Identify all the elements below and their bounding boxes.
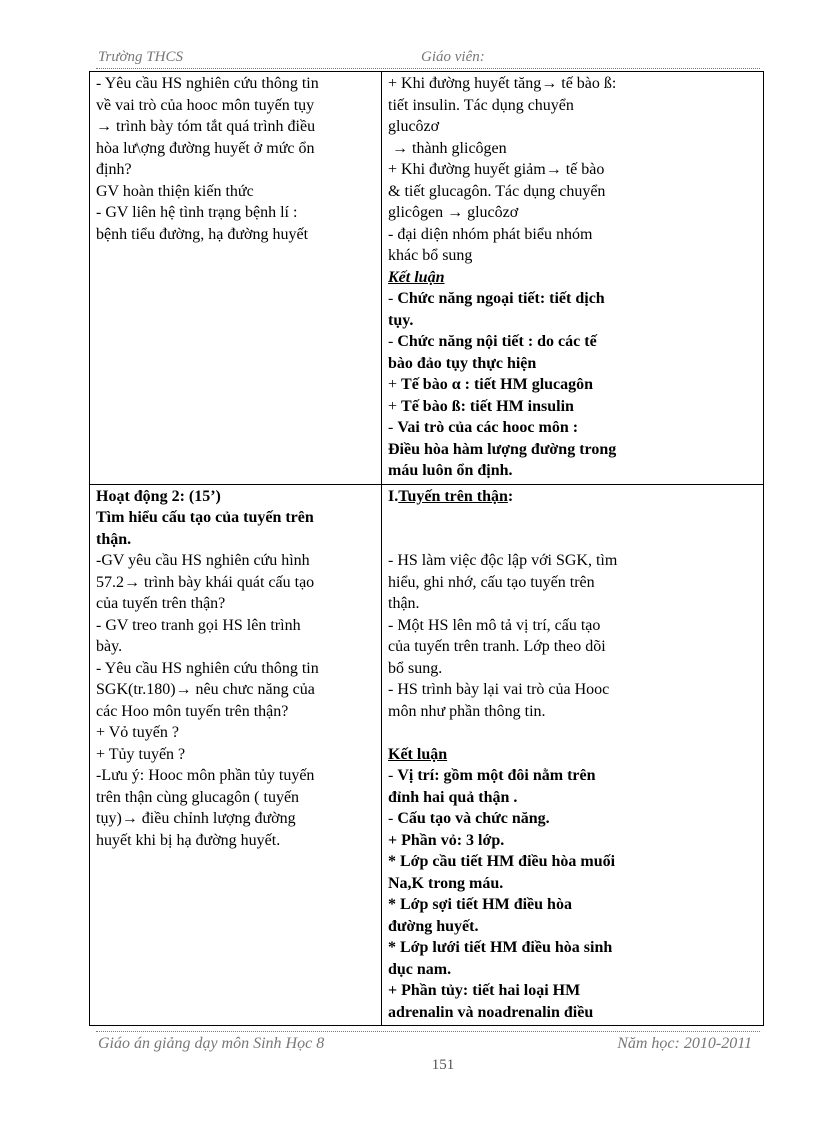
line-text: Tế bào ß: tiết HM insulin bbox=[401, 397, 574, 415]
text-line: hiểu, ghi nhớ, cấu tạo tuyến trên bbox=[388, 573, 595, 591]
text-line: + Vỏ tuyến ? bbox=[96, 724, 179, 741]
line-prefix: - bbox=[388, 419, 398, 436]
page-footer bbox=[96, 1035, 756, 1057]
text-line: 57.2→ trình bày khái quát cấu tạo bbox=[96, 573, 315, 591]
text-line: SGK(tr.180)→ nêu chưc năng của bbox=[96, 681, 315, 698]
line-prefix: - bbox=[388, 810, 398, 827]
conclusion-line bbox=[388, 288, 757, 310]
conclusion-line bbox=[388, 310, 757, 332]
line-text: * Lớp cầu tiết HM điều hòa muối bbox=[388, 853, 616, 870]
blank-line bbox=[388, 529, 757, 551]
blank-line bbox=[388, 722, 757, 744]
conclusion-line bbox=[388, 417, 757, 439]
activity-heading: Hoạt động 2: (15’) bbox=[96, 487, 221, 505]
section-number: I. bbox=[388, 487, 399, 505]
conclusion-line bbox=[388, 396, 757, 418]
text-line: - GV liên hệ tình trạng bệnh lí : bbox=[96, 204, 298, 221]
line-text: máu luôn ổn định. bbox=[388, 462, 513, 479]
line-text: * Lớp lưới tiết HM điều hòa sinh bbox=[388, 939, 613, 956]
text-line: glicôgen → glucôzơ bbox=[388, 204, 519, 221]
line-text: * Lớp sợi tiết HM điều hòa bbox=[388, 896, 572, 913]
text-line: -GV yêu cầu HS nghiên cứu hình bbox=[96, 552, 310, 569]
line-prefix: - bbox=[388, 333, 398, 350]
text-line: định? bbox=[96, 161, 132, 178]
page-number: 151 bbox=[431, 1057, 455, 1073]
conclusion-line bbox=[388, 374, 757, 396]
conclusion-line bbox=[388, 894, 757, 916]
text-line: & tiết glucagôn. Tác dụng chuyển bbox=[388, 182, 606, 200]
line-text: Na,K trong máu. bbox=[388, 874, 504, 892]
conclusion-line bbox=[388, 959, 757, 981]
conclusion-line bbox=[388, 1002, 757, 1024]
conclusion-line bbox=[388, 808, 757, 830]
activity-heading: thận. bbox=[96, 530, 132, 548]
line-prefix: - bbox=[388, 290, 398, 307]
line-text: đỉnh hai quả thận . bbox=[388, 788, 518, 806]
conclusion-line bbox=[388, 980, 757, 1002]
text-line: các Hoo môn tuyến trên thận? bbox=[96, 702, 289, 720]
section-title: Tuyến trên thận bbox=[398, 487, 508, 505]
conclusion-line bbox=[388, 787, 757, 809]
text-line: -Lưu ý: Hooc môn phần tủy tuyến bbox=[96, 767, 315, 784]
text-line: trên thận cùng glucagôn ( tuyến bbox=[96, 788, 300, 806]
conclusion-line bbox=[388, 937, 757, 959]
conclusion-line bbox=[388, 439, 757, 461]
text-line: của tuyến trên tranh. Lớp theo dõi bbox=[388, 638, 606, 655]
section-heading bbox=[388, 486, 757, 508]
text-line: - Một HS lên mô tả vị trí, cấu tạo bbox=[388, 616, 601, 634]
text-line: + Khi đường huyết tăng→ tế bào ß: bbox=[388, 75, 617, 92]
text-line: - HS làm việc độc lập với SGK, tìm bbox=[388, 552, 618, 569]
header-teacher: Giáo viên: bbox=[421, 49, 485, 65]
text-line: glucôzơ bbox=[388, 118, 440, 135]
text-line: GV hoàn thiện kiến thức bbox=[96, 182, 254, 200]
conclusion-line bbox=[388, 916, 757, 938]
line-text: bào đảo tụy thực hiện bbox=[388, 354, 537, 372]
text-line: khác bổ sung bbox=[388, 247, 473, 264]
text-line: + Tủy tuyến ? bbox=[96, 745, 186, 763]
footer-course: Giáo án giảng dạy môn Sinh Học 8 bbox=[98, 1035, 325, 1052]
line-text: Chức năng nội tiết : do các tế bbox=[397, 333, 597, 350]
text-line: tiết insulin. Tác dụng chuyển bbox=[388, 96, 574, 114]
line-text: + Phần vỏ: 3 lớp. bbox=[388, 831, 505, 849]
line-text: Tế bào α : tiết HM glucagôn bbox=[401, 376, 594, 393]
line-prefix: + bbox=[388, 376, 402, 393]
text-line: - HS trình bày lại vai trò của Hooc bbox=[388, 681, 610, 698]
teacher-activity-cell bbox=[90, 484, 382, 1026]
footer-divider bbox=[96, 1031, 760, 1032]
conclusion-heading: Kết luận bbox=[388, 745, 448, 763]
line-prefix: + bbox=[388, 397, 402, 415]
text-line: → trình bày tóm tắt quá trình điều bbox=[96, 118, 316, 135]
conclusion-line bbox=[388, 460, 757, 482]
page-header bbox=[96, 49, 760, 69]
activity-heading: Tìm hiểu cấu tạo của tuyến trên bbox=[96, 509, 314, 526]
header-divider bbox=[96, 68, 760, 69]
line-text: Vai trò của các hooc môn : bbox=[397, 419, 579, 436]
text-line: về vai trò của hooc môn tuyến tụy bbox=[96, 96, 315, 114]
conclusion-line bbox=[388, 765, 757, 787]
text-line: môn như phần thông tin. bbox=[388, 702, 546, 720]
conclusion-line bbox=[388, 851, 757, 873]
text-line: bổ sung. bbox=[388, 659, 443, 677]
text-line: - Yêu cầu HS nghiên cứu thông tin bbox=[96, 75, 319, 92]
text-line: tụy)→ điều chỉnh lượng đường bbox=[96, 810, 296, 827]
header-school: Trường THCS bbox=[98, 49, 183, 65]
text-line: - GV treo tranh gọi HS lên trình bbox=[96, 616, 301, 634]
text-line: bệnh tiểu đường, hạ đường huyết bbox=[96, 225, 309, 243]
conclusion-line bbox=[388, 331, 757, 353]
student-activity-cell bbox=[382, 484, 764, 1026]
blank-line bbox=[388, 507, 757, 529]
line-text: + Phần tủy: tiết hai loại HM bbox=[388, 982, 581, 999]
table-row bbox=[90, 484, 764, 1026]
line-text: tụy. bbox=[388, 311, 414, 329]
table-row bbox=[90, 72, 764, 485]
text-line: → thành glicôgen bbox=[388, 139, 507, 157]
text-line: huyết khi bị hạ đường huyết. bbox=[96, 831, 281, 849]
line-text: adrenalin và noadrenalin điều bbox=[388, 1003, 594, 1021]
line-text: Vị trí: gồm một đôi nằm trên bbox=[397, 767, 596, 784]
conclusion-line bbox=[388, 873, 757, 895]
text-line: thận. bbox=[388, 595, 420, 612]
conclusion-heading: Kết luận bbox=[388, 268, 445, 286]
section-colon: : bbox=[507, 487, 514, 505]
line-text: Điều hòa hàm lượng đường trong bbox=[388, 440, 617, 458]
teacher-activity-cell bbox=[90, 72, 382, 485]
text-line: - đại diện nhóm phát biểu nhóm bbox=[388, 225, 593, 243]
footer-school-year: Năm học: 2010-2011 bbox=[617, 1035, 752, 1052]
line-text: Chức năng ngoại tiết: tiết dịch bbox=[397, 290, 605, 307]
text-line: của tuyến trên thận? bbox=[96, 595, 226, 612]
text-line: - Yêu cầu HS nghiên cứu thông tin bbox=[96, 659, 319, 677]
student-activity-cell bbox=[382, 72, 764, 485]
conclusion-line bbox=[388, 353, 757, 375]
text-line: bày. bbox=[96, 638, 123, 655]
line-text: Cấu tạo và chức năng. bbox=[397, 810, 550, 827]
text-line: hòa lư\ợng đường huyết ở mức ổn bbox=[96, 139, 315, 157]
line-text: dục nam. bbox=[388, 960, 452, 978]
line-prefix: - bbox=[388, 767, 398, 784]
line-text: đường huyết. bbox=[388, 917, 479, 935]
text-line: + Khi đường huyết giảm→ tế bào bbox=[388, 161, 605, 178]
lesson-table bbox=[89, 71, 764, 1026]
conclusion-line bbox=[388, 830, 757, 852]
